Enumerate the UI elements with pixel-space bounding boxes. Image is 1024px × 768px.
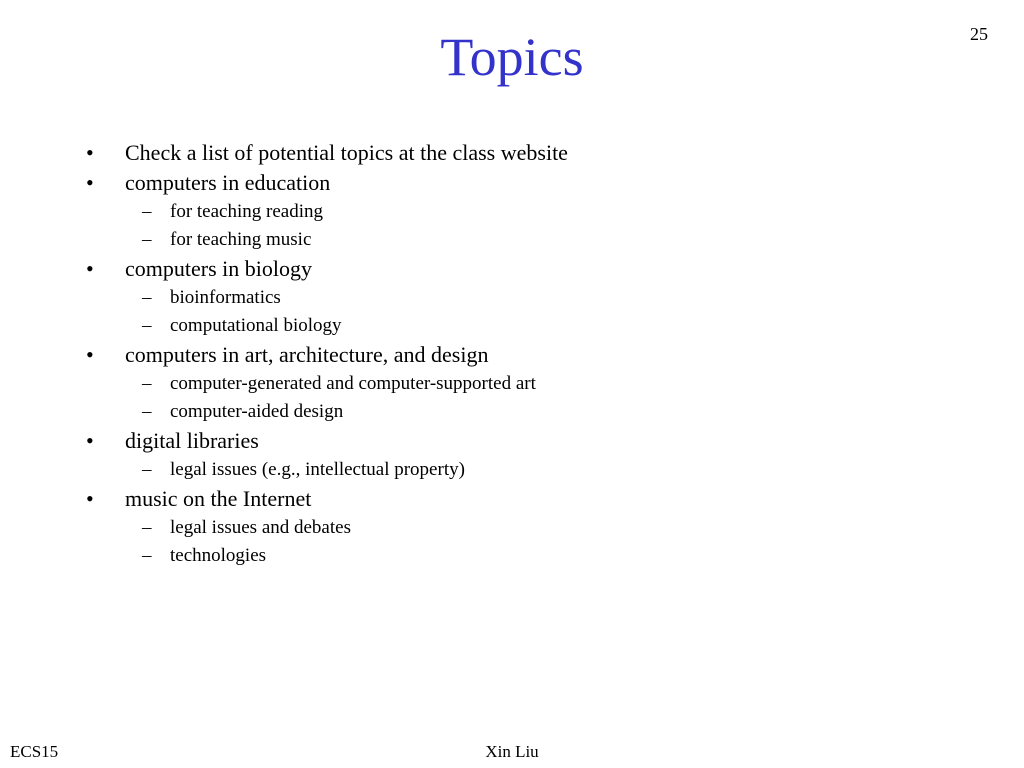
bullet-icon: • [86, 486, 94, 511]
topic-text: digital libraries [125, 428, 259, 453]
topic-item [86, 254, 946, 284]
topic-list [86, 138, 946, 570]
subtopic-item [86, 514, 946, 542]
dash-icon: – [142, 517, 152, 538]
bullet-icon: • [86, 140, 94, 165]
dash-icon: – [142, 545, 152, 566]
topic-text: computers in education [125, 170, 331, 195]
subtopic-text: for teaching music [170, 229, 312, 250]
subtopic-text: for teaching reading [170, 201, 323, 222]
subtopic-item [86, 198, 946, 226]
dash-icon: – [142, 229, 152, 250]
bullet-icon: • [86, 170, 94, 195]
dash-icon: – [142, 287, 152, 308]
subtopic-text: bioinformatics [170, 287, 281, 308]
bullet-icon: • [86, 342, 94, 367]
dash-icon: – [142, 459, 152, 480]
slide-number: 25 [970, 24, 988, 44]
subtopic-text: technologies [170, 545, 267, 566]
topic-text: music on the Internet [125, 486, 312, 511]
subtopic-text: computational biology [170, 315, 342, 336]
bullet-icon: • [86, 428, 94, 453]
subtopic-item [86, 226, 946, 254]
topic-item [86, 426, 946, 456]
subtopic-text: legal issues and debates [170, 517, 351, 538]
dash-icon: – [142, 373, 152, 394]
subtopic-text: computer-generated and computer-supported art [170, 373, 536, 394]
footer-author: Xin Liu [485, 742, 539, 761]
topic-item [86, 138, 946, 168]
dash-icon: – [142, 401, 152, 422]
dash-icon: – [142, 201, 152, 222]
topic-item [86, 484, 946, 514]
bullet-icon: • [86, 256, 94, 281]
topic-text: Check a list of potential topics at the class website [125, 140, 568, 165]
topic-text: computers in biology [125, 256, 312, 281]
topic-text: computers in art, architecture, and design [125, 342, 489, 367]
subtopic-text: computer-aided design [170, 401, 344, 422]
subtopic-item [86, 456, 946, 484]
subtopic-text: legal issues (e.g., intellectual property) [170, 459, 465, 480]
slide-title: Topics [440, 27, 584, 87]
dash-icon: – [142, 315, 152, 336]
subtopic-item [86, 312, 946, 340]
subtopic-item [86, 284, 946, 312]
topic-item [86, 340, 946, 370]
subtopic-item [86, 370, 946, 398]
subtopic-item [86, 542, 946, 570]
topic-item [86, 168, 946, 198]
subtopic-item [86, 398, 946, 426]
footer-course: ECS15 [10, 742, 59, 761]
